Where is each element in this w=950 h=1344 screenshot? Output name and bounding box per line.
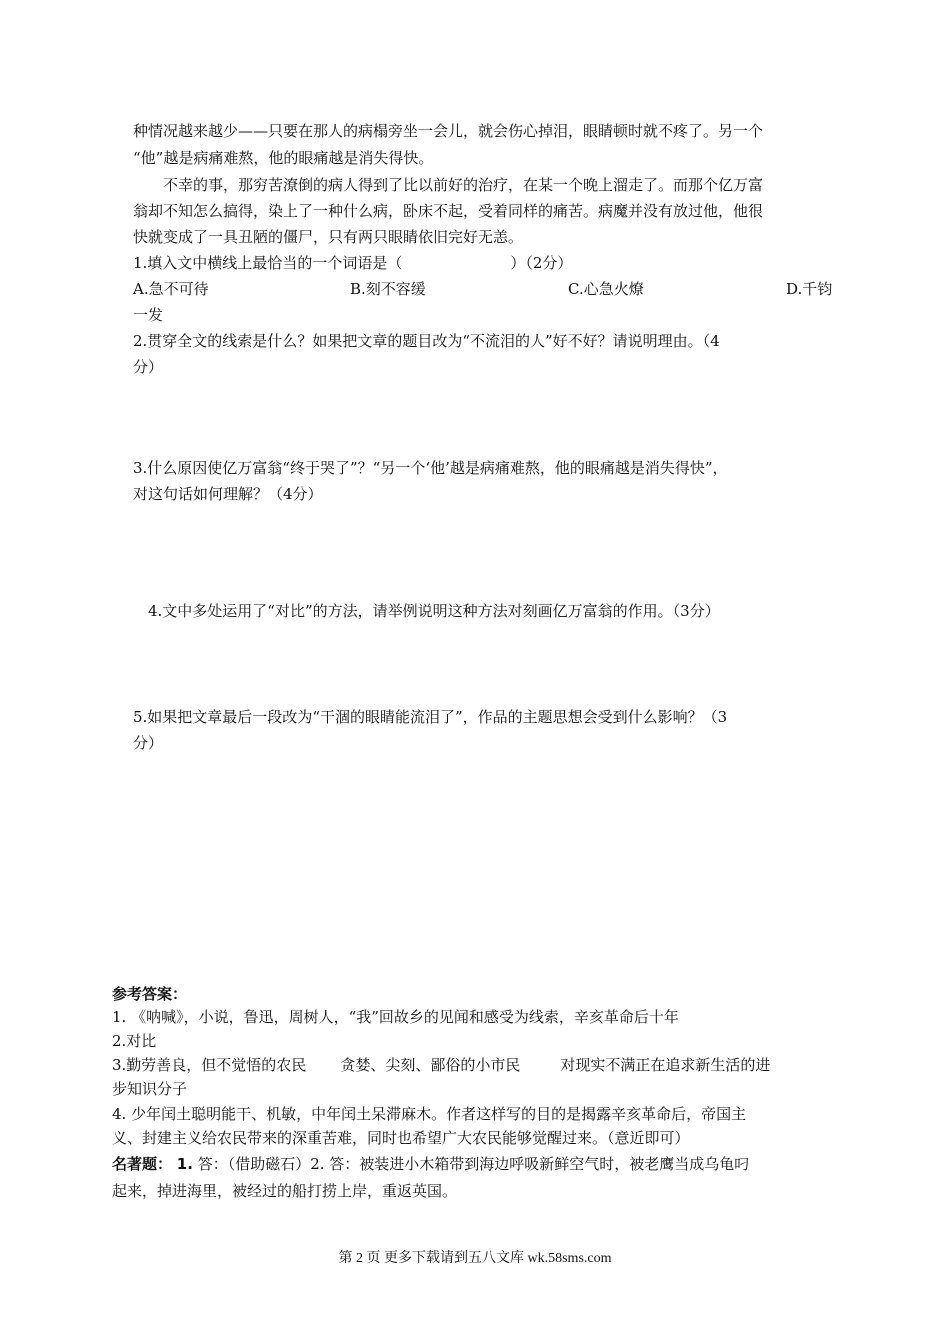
page-footer: 第 2 页 更多下载请到五八文库 wk.58sms.com: [338, 1251, 612, 1266]
question-1-prefix: 1.填入文中横线上最恰当的一个词语是（: [133, 254, 403, 272]
question-5: 5.如果把文章最后一段改为“干涸的眼睛能流泪了”，作品的主题思想会受到什么影响？（3: [133, 708, 728, 726]
question-1-suffix: ）（2分）: [510, 254, 573, 272]
answer-3-part-3: 对现实不满正在追求新生活的进: [560, 1056, 771, 1074]
story-line: “他”越是病痛难熬，他的眼痛越是消失得快。: [133, 149, 434, 167]
story-line: 不幸的事，那穷苦潦倒的病人得到了比以前好的治疗，在某一个晚上溜走了。而那个亿万富: [163, 176, 764, 194]
answer-4-wrap: 义、封建主义给农民带来的深重苦难，同时也希望广大农民能够觉醒过来。（意近即可）: [112, 1129, 690, 1147]
famous-books-number: 1.: [176, 1155, 193, 1173]
question-2: 2.贯穿全文的线索是什么？如果把文章的题目改为“不流泪的人”好不好？请说明理由。（4: [133, 332, 720, 350]
option-b: B.刻不容缓: [350, 280, 426, 298]
famous-books-answer-wrap: 起来，掉进海里，被经过的船打捞上岸，重返英国。: [112, 1182, 458, 1200]
answer-2: 2.对比: [112, 1032, 157, 1050]
famous-books-answer: [112, 1154, 749, 1174]
question-3: 3.什么原因使亿万富翁“终于哭了”？“另一个‘他’越是病痛难熬，他的眼痛越是消失得快”，: [133, 459, 728, 477]
answer-3-part-1: 3.勤劳善良，但不觉悟的农民: [112, 1056, 307, 1074]
answer-3-part-2: 贪婪、尖刻、鄙俗的小市民: [340, 1056, 521, 1074]
question-1: [133, 253, 572, 273]
answer-4: 4. 少年闰土聪明能干、机敏，中年闰土呆滞麻木。作者这样写的目的是揭露辛亥革命后，帝国主: [112, 1105, 747, 1123]
story-line: 种情况越来越少——只要在那人的病榻旁坐一会儿，就会伤心掉泪，眼睛顿时就不疼了。另一个: [133, 122, 764, 140]
story-line: 快就变成了一具丑陋的僵尸，只有两只眼睛依旧完好无恙。: [133, 228, 524, 246]
question-4: 4.文中多处运用了“对比”的方法，请举例说明这种方法对刻画亿万富翁的作用。（3分）: [148, 602, 720, 620]
answer-3-wrap: 步知识分子: [112, 1080, 188, 1098]
answer-1: 1. 《呐喊》，小说，鲁迅，周树人，“我”回故乡的见闻和感受为线索，辛亥革命后十年: [112, 1008, 679, 1026]
option-d-wrap: 一发: [133, 306, 164, 324]
answers-heading: 参考答案：: [112, 985, 188, 1003]
answer-3: [112, 1055, 770, 1075]
question-5-wrap: 分）: [133, 734, 164, 752]
option-d: D.千钧: [786, 280, 833, 298]
famous-books-label: 名著题：: [112, 1155, 173, 1173]
story-line: 翁却不知怎么搞得，染上了一种什么病，卧床不起，受着同样的痛苦。病魔并没有放过他，他很: [133, 202, 764, 220]
option-a: A.急不可待: [133, 280, 209, 298]
famous-books-text: 答：（借助磁石）2. 答：被装进小木箱带到海边呼吸新鲜空气时，被老鹰当成乌龟叼: [197, 1155, 750, 1173]
option-c: C.心急火燎: [568, 280, 644, 298]
question-2-wrap: 分）: [133, 358, 164, 376]
question-3-wrap: 对这句话如何理解？（4分）: [133, 485, 323, 503]
